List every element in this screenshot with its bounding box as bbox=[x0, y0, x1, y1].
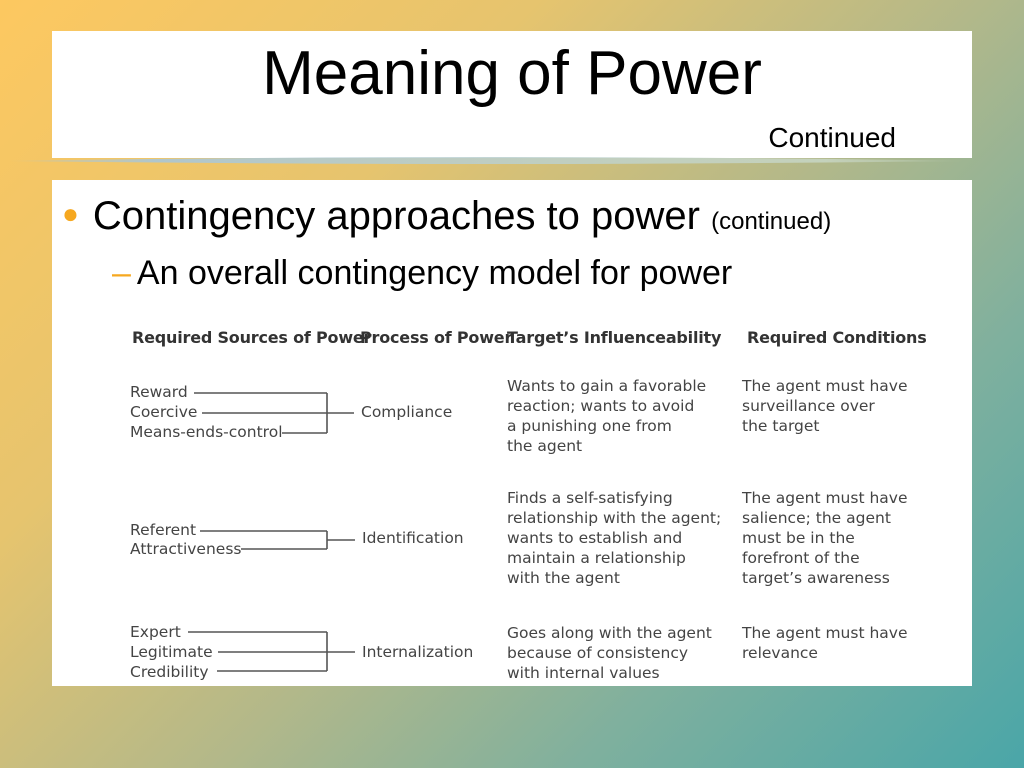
source-legitimate: Legitimate bbox=[130, 643, 213, 661]
sub-bullet-text: An overall contingency model for power bbox=[136, 254, 733, 292]
conditions-identification: The agent must have salience; the agent must be in the forefront of the target’s awareness bbox=[742, 489, 908, 587]
source-means-ends-control: Means-ends-control bbox=[130, 423, 283, 441]
header-influenceability: Target’s Influenceability bbox=[507, 328, 722, 347]
source-attractiveness: Attractiveness bbox=[130, 540, 242, 558]
title-divider bbox=[10, 155, 970, 167]
bullet-dot-icon: ● bbox=[62, 198, 79, 229]
bullet-note: (continued) bbox=[711, 208, 832, 235]
slide-subtitle: Continued bbox=[768, 122, 896, 153]
source-expert: Expert bbox=[130, 623, 181, 641]
bullet-text: Contingency approaches to power bbox=[92, 194, 700, 238]
influenceability-compliance: Wants to gain a favorable reaction; wants to avoid a punishing one from the agent bbox=[507, 377, 707, 455]
slide-title: Meaning of Power bbox=[262, 39, 762, 108]
influenceability-internalization: Goes along with the agent because of consistency with internal values bbox=[507, 624, 712, 682]
header-sources: Required Sources of Power bbox=[132, 328, 372, 347]
header-conditions: Required Conditions bbox=[747, 328, 927, 347]
source-referent: Referent bbox=[130, 521, 197, 539]
process-compliance: Compliance bbox=[361, 403, 453, 421]
source-credibility: Credibility bbox=[130, 663, 209, 681]
process-internalization: Internalization bbox=[362, 643, 474, 661]
source-reward: Reward bbox=[130, 383, 188, 401]
content-box bbox=[52, 180, 972, 686]
source-coercive: Coercive bbox=[130, 403, 198, 421]
title-box bbox=[52, 31, 972, 158]
conditions-compliance: The agent must have surveillance over the target bbox=[742, 377, 908, 435]
header-process: Process of Power bbox=[360, 328, 513, 347]
dash-icon: – bbox=[112, 254, 131, 292]
influenceability-identification: Finds a self-satisfying relationship with the agent; wants to establish and maintain a relationship with the agent bbox=[507, 489, 722, 587]
conditions-internalization: The agent must have relevance bbox=[742, 624, 908, 662]
process-identification: Identification bbox=[362, 529, 464, 547]
